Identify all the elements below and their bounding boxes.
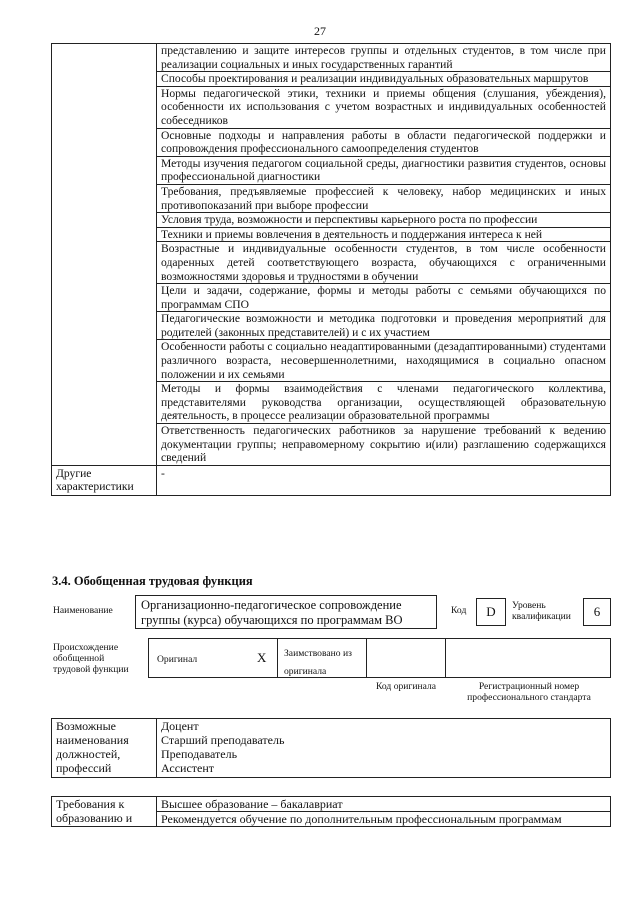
registration-number-cell: [445, 638, 611, 678]
level-label: Уровень квалификации: [512, 600, 571, 622]
table-row: Методы изучения педагогом социальной среды, диагностики развития студентов, основы профессиональной диагностики: [157, 156, 611, 184]
list-item: Преподаватель: [161, 747, 238, 761]
original-cell: [148, 638, 278, 678]
code-label: Код: [451, 605, 467, 616]
education-table: [51, 796, 611, 827]
table-row: Особенности работы с социально неадаптированными (дезадаптированными) студентами различного возраста, несовершеннолетними, находящимися в социально опасном положении и их семьями: [157, 340, 611, 382]
table-row: Техники и приемы вовлечения в деятельность и поддержания интереса к ней: [157, 227, 611, 242]
positions-list: [157, 719, 611, 778]
page-number: 27: [314, 24, 326, 38]
name-value: Организационно-педагогическое сопровождение группы (курса) обучающихся по программам ВО: [135, 595, 437, 629]
knowledge-table: [51, 43, 611, 496]
section-title: 3.4. Обобщенная трудовая функция: [52, 574, 253, 588]
education-label: Требования к образованию и: [52, 797, 157, 827]
table-row: Рекомендуется обучение по дополнительным профессиональным программам: [157, 812, 611, 827]
positions-table: [51, 718, 611, 778]
name-label: Наименование: [53, 605, 113, 616]
code-caption: Код оригинала: [375, 681, 437, 692]
borrowed-label: Заимствовано из оригинала: [284, 648, 352, 677]
original-label: Оригинал: [157, 654, 198, 665]
table-row: Основные подходы и направления работы в области педагогической поддержки и сопровождения профессионального самоопределения студентов: [157, 128, 611, 156]
list-item: Доцент: [161, 719, 199, 733]
table-row: Требования, предъявляемые профессией к человеку, набор медицинских и иных противопоказаний при выборе профессии: [157, 184, 611, 212]
table-row: Условия труда, возможности и перспективы карьерного роста по профессии: [157, 213, 611, 228]
list-item: Ассистент: [161, 761, 215, 775]
table-row: Ответственность педагогических работников за нарушение требований к ведению документации группы; неправомерному сокрытию и(или) разглашению содержащихся сведений: [157, 424, 611, 466]
table-row: Цели и задачи, содержание, формы и методы работы с семьями обучающихся по программам СПО: [157, 284, 611, 312]
knowledge-left-cell: [52, 44, 157, 466]
table-row: Способы проектирования и реализации индивидуальных образовательных маршрутов: [157, 72, 611, 87]
table-row: Возрастные и индивидуальные особенности студентов, в том числе особенности одаренных детей соответствующего возраста, обучающихся с ограниченными возможностями здоровья и трудностями в обучении: [157, 242, 611, 284]
level-value: 6: [583, 598, 611, 626]
table-row: Педагогические возможности и методика подготовки и проведения мероприятий для родителей (законных представителей) и с их участием: [157, 312, 611, 340]
original-mark: X: [257, 650, 267, 665]
code-value: D: [476, 598, 506, 626]
origin-label: Происхождение обобщенной трудовой функции: [53, 642, 129, 675]
borrowed-cell: [277, 638, 367, 678]
original-code-cell: [366, 638, 446, 678]
table-row: Нормы педагогической этики, техники и приемы общения (слушания, убеждения), особенности их использования с учетом возрастных и индивидуальных особенностей собеседников: [157, 86, 611, 128]
table-row: Высшее образование – бакалавриат: [157, 797, 611, 812]
table-row: Методы и формы взаимодействия с членами педагогического коллектива, представителями руководства организации, осуществляющей образовательную деятельность, в процессе реализации образовательной программы: [157, 382, 611, 424]
other-characteristics-value: -: [157, 465, 611, 495]
table-row: представлению и защите интересов группы и отдельных студентов, в том числе при реализации социальных и иных государственных гарантий: [157, 44, 611, 72]
positions-label: Возможные наименования должностей, профессий: [52, 719, 157, 778]
other-characteristics-label: Другие характеристики: [52, 465, 157, 495]
registration-caption: Регистрационный номер профессионального стандарта: [467, 681, 591, 703]
list-item: Старший преподаватель: [161, 733, 285, 747]
